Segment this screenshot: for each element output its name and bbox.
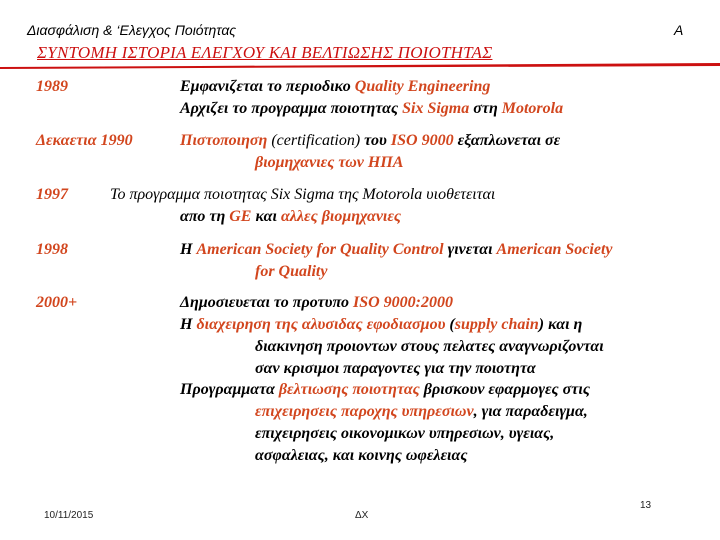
highlighted-text: ISO 9000: [390, 132, 454, 149]
text-segment: (: [445, 316, 455, 333]
timeline-text-line: [255, 403, 588, 421]
highlighted-text: βιομηχανιες των ΗΠΑ: [255, 154, 404, 171]
text-segment: Το προγραμμα ποιοτητας Six Sigma της Motorola υιοθετειται: [110, 186, 496, 203]
highlighted-text: αλλες βιομηχανιες: [280, 208, 402, 225]
highlighted-text: for Quality: [255, 263, 328, 280]
text-segment: γινεται: [443, 241, 497, 258]
text-segment: επιχειρησεις οικονομικων υπηρεσιων, υγειας,: [255, 425, 555, 442]
timeline-text-line: [180, 100, 563, 118]
timeline-text-line: [180, 132, 560, 150]
header-section-letter: Α: [674, 22, 684, 38]
highlighted-text: διαχειρηση της αλυσιδας εφοδιασμου: [196, 316, 446, 333]
text-segment: του: [364, 132, 391, 149]
timeline-text-line: [110, 186, 495, 204]
highlighted-text: Πιστοποιηση: [180, 132, 268, 149]
text-segment: στη: [469, 100, 502, 117]
text-segment: Δημοσιευεται το προτυπο: [180, 294, 353, 311]
highlighted-text: American Society for Quality Control: [196, 241, 444, 258]
footer-author: ΔΧ: [355, 510, 369, 521]
timeline-date: 1998: [36, 241, 68, 258]
text-segment: Εμφανιζεται το περιοδικο: [180, 78, 355, 95]
highlighted-text: Motorola: [501, 100, 564, 117]
highlighted-text: GE: [229, 208, 252, 225]
text-segment: εξαπλωνεται σε: [453, 132, 561, 149]
timeline-text-line: [180, 78, 490, 96]
text-segment: διακινηση προιοντων στους πελατες αναγνωριζονται: [255, 338, 604, 355]
timeline-text-line: [180, 241, 613, 259]
text-segment: βρισκουν εφαρμογες στις: [419, 381, 590, 398]
timeline-text-line: [255, 360, 536, 378]
text-segment: ) και η: [538, 316, 583, 333]
text-segment: σαν κρισιμοι παραγοντες για την ποιοτητα: [255, 360, 536, 377]
timeline-date: Δεκαετια 1990: [36, 132, 133, 149]
text-segment: Η: [180, 316, 197, 333]
timeline-text-line: [255, 154, 403, 172]
timeline-date: 2000+: [36, 294, 78, 311]
timeline-date: 1997: [36, 186, 68, 203]
timeline-text-line: [255, 338, 604, 356]
timeline-text-line: [255, 425, 554, 443]
timeline-text-line: [180, 316, 582, 334]
header-course-title: Διασφάλιση & ‘Ελεγχος Ποιότητας: [27, 22, 237, 38]
footer-date: 10/11/2015: [44, 510, 94, 521]
timeline-date: 1989: [36, 78, 68, 95]
text-segment: Προγραμματα: [180, 381, 279, 398]
highlighted-text: επιχειρησεις παροχης υπηρεσιων: [255, 403, 474, 420]
text-segment: (certification): [267, 132, 365, 149]
text-segment: Η: [180, 241, 197, 258]
title-divider: [0, 63, 720, 69]
timeline-text-line: [180, 208, 401, 226]
timeline-text-line: [180, 381, 590, 399]
highlighted-text: Quality Engineering: [354, 78, 491, 95]
text-segment: ασφαλειας, και κοινης ωφελειας: [255, 447, 468, 464]
text-segment: , για παραδειγμα,: [473, 403, 588, 420]
highlighted-text: ISO 9000:2000: [352, 294, 453, 311]
text-segment: απο τη: [180, 208, 230, 225]
highlighted-text: American Society: [496, 241, 613, 258]
highlighted-text: Six Sigma: [402, 100, 470, 117]
text-segment: και: [251, 208, 281, 225]
highlighted-text: βελτιωσης ποιοτητας: [278, 381, 420, 398]
page-number: 13: [640, 500, 652, 511]
timeline-text-line: [180, 294, 453, 312]
timeline-text-line: [255, 263, 327, 281]
highlighted-text: supply chain: [454, 316, 539, 333]
timeline-text-line: [255, 447, 467, 465]
slide-title: ΣΥΝΤΟΜΗ ΙΣΤΟΡΙΑ ΕΛΕΓΧΟΥ ΚΑΙ ΒΕΛΤΙΩΣΗΣ ΠΟΙΟΤΗΤΑΣ: [37, 43, 493, 62]
text-segment: Αρχιζει το προγραμμα ποιοτητας: [180, 100, 403, 117]
